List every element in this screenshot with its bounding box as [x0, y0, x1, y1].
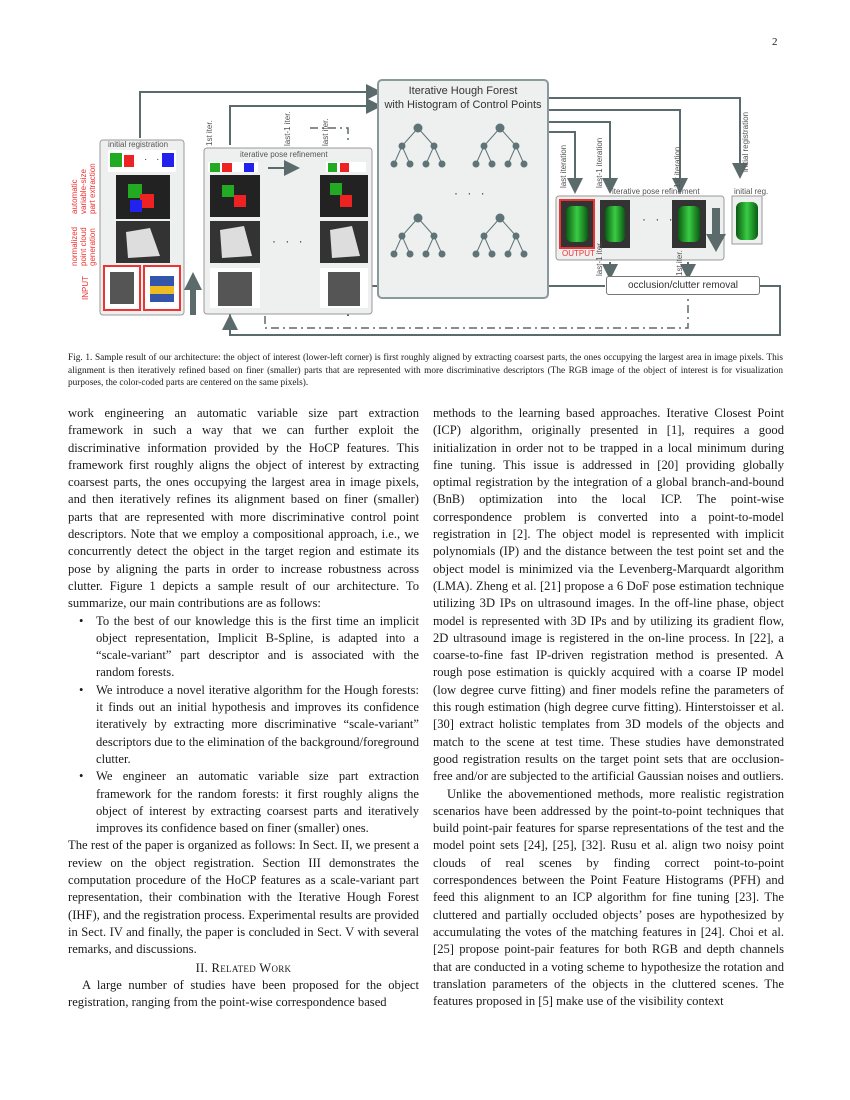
normalized-generation-label: normalized point cloud generation	[70, 226, 97, 266]
first-iteration-label: 1st iteration	[673, 146, 682, 188]
middle-ellipsis: · · ·	[272, 234, 306, 248]
automatic-part-extraction-label: automatic variable-size part extraction	[70, 163, 97, 214]
first-iter-label: 1st iter.	[205, 120, 214, 146]
last1-iter-bottom-label: last-1 iter.	[595, 241, 604, 276]
page-number: 2	[772, 36, 778, 48]
last1-iteration-label: last-1 iteration	[595, 137, 604, 188]
contribution-item: • We introduce a novel iterative algorithm for the Hough forests: it finds out an initial hypothesis and improves its confidence iteratively by extracting more discriminative “scale-variant” descriptors due to the elimination of the background/foreground clutter.	[96, 682, 419, 768]
output-label: OUTPUT	[562, 249, 595, 258]
middle-panel	[204, 148, 372, 314]
input-label: INPUT	[81, 276, 90, 300]
left-column	[68, 405, 419, 1011]
contributions-list	[68, 613, 419, 838]
last1-iter-label: last-1 iter.	[283, 111, 292, 146]
outline-paragraph: The rest of the paper is organized as follows: In Sect. II, we present a review on the object registration. Section III demonstrates the computation procedure of the HoCP features as a scale-variant part representation, their combination with the Iterative Hough Forest (IHF), and the registration process. Experimental results are provided in Sect. IV and finally, the paper is concluded in Sect. V with several remarks, and discussions.	[68, 838, 419, 957]
iterative-pose-refinement-right-label: iterative pose refinement	[612, 187, 700, 196]
forest-title-line2: with Histogram of Control Points	[384, 99, 542, 111]
initial-reg-label: initial reg.	[734, 187, 769, 196]
forest-title	[378, 84, 548, 112]
forest-title-line1: Iterative Hough Forest	[408, 85, 518, 97]
right-ellipsis: · · ·	[642, 212, 676, 226]
section-heading: II. Related Work	[195, 960, 292, 975]
iterative-pose-refinement-label: iterative pose refinement	[240, 150, 328, 159]
last-iter-label: last iter.	[321, 118, 330, 146]
contribution-item: • To the best of our knowledge this is the first time an implicit object representation, Implicit B-Spline, is adapted into a “scale-variant” part descriptor and is associated with the random forests.	[96, 613, 419, 682]
related-work-paragraph-1: methods to the learning based approaches. Iterative Closest Point (ICP) algorithm, originally presented in [1], requires a good initialization in order not to be trapped in a local minimum during fine tuning. This issue is addressed in [20] providing globally optimal registration by the integration of a global branch-and-bound (BnB) optimization into the local ICP. The point-wise correspondence problem is converted into a point-to-model registration in [2]. The object model is represented with implicit polynomials (IP) and the distance between the test point set and the object model is minimized via the Levenberg-Marquardt algorithm (LMA). Zheng et al. [21] propose a 6 DoF pose estimation technique utilizing 3D IPs on ultrasound images. In the off-line phase, object model is represented with 3D IPs and by utilizing its gradient flow, 2D ultrasound image is registered in the on-line process. In [22], a coarse-to-fine fast IP-driven registration method is presented. A rough pose estimation is quickly acquired with a coarse IP model (low degree curve fitting) and finer models refine the parameters of this rough estimation (high degree curve fitting). Hinterstoisser et al. [30] extract holistic templates from 3D models of the objects and match to the scene at test time. These studies have demonstrated good registration results on the target point sets that are occlusion-free and/or are subjected to the artificial Gaussian noises and outliers.	[433, 406, 784, 784]
figure-1	[0, 0, 850, 345]
last-iteration-label: last iteration	[559, 144, 568, 188]
intro-paragraph: work engineering an automatic variable size part extraction framework in such a way that we can further exploit the discriminative information provided by the HoCP features. This framework first roughly aligns the object of interest by extracting coarsest parts, the ones occupying the largest area in image pixels, and then iteratively refines its alignment based on finer (smaller) parts that are represented with more discriminative control point descriptors. Note that we employ a compositional approach, i.e., we concurrently detect the object in the target region and estimate its pose by aligning the parts in order to increase robustness across clutter. Figure 1 depicts a sample result of our architecture. To summarize, our main contributions are as follows:	[68, 406, 419, 611]
up-arrow	[184, 272, 202, 315]
right-column	[433, 405, 784, 1010]
occlusion-clutter-removal-box: occlusion/clutter removal	[606, 276, 760, 295]
first-iter-bottom-label: 1st iter.	[675, 250, 684, 276]
left-ellipsis: · · ·	[144, 154, 175, 165]
initial-registration-vertical-label: initial registration	[741, 111, 750, 172]
related-work-paragraph-2: Unlike the abovementioned methods, more realistic registration scenarios have been addressed by the point-to-point techniques that build point-pair features for sparse representations of the test and the model point sets [24], [25], [32]. Rusu et al. align two noisy point clouds of real scenes by finding correct point-to-point correspondences between the Point Feature Histograms (PFH) and feed this alignment to an ICP algorithm for fine tuning [23]. The cluttered and partially occluded objects’ poses are hypothesized by accumulating the votes of the matching features in [24]. Choi et al. [25] propose point-pair features for both RGB and depth channels that are conducted in a voting scheme to hypothesize the rotation and translation parameters of the objects in the cluttered scenes. The features proposed in [5] make use of the visibility context	[433, 786, 784, 1009]
figure-caption: Fig. 1. Sample result of our architecture: the object of interest (lower-left corner) is first roughly aligned by extracting coarsest parts, the ones occupying the largest area in image pixels. This alignment is then iteratively refined based on finer (smaller) parts that are represented with more discriminative descriptors (The RGB image of the object of interest is for visualization purposes, the color-coded parts are centered on the same pixels).	[68, 353, 783, 388]
forest-ellipsis: · · ·	[454, 186, 488, 200]
initial-registration-label: initial registration	[108, 140, 169, 149]
left-panel	[100, 140, 184, 315]
related-work-paragraph: A large number of studies have been proposed for the object registration, ranging from the point-wise correspondence based	[68, 977, 419, 1010]
contribution-item: • We engineer an automatic variable size part extraction framework for the random forests: it first roughly aligns the object of interest by extracting coarsest parts and iteratively improves its confidence based on finer (smaller) ones.	[96, 768, 419, 837]
